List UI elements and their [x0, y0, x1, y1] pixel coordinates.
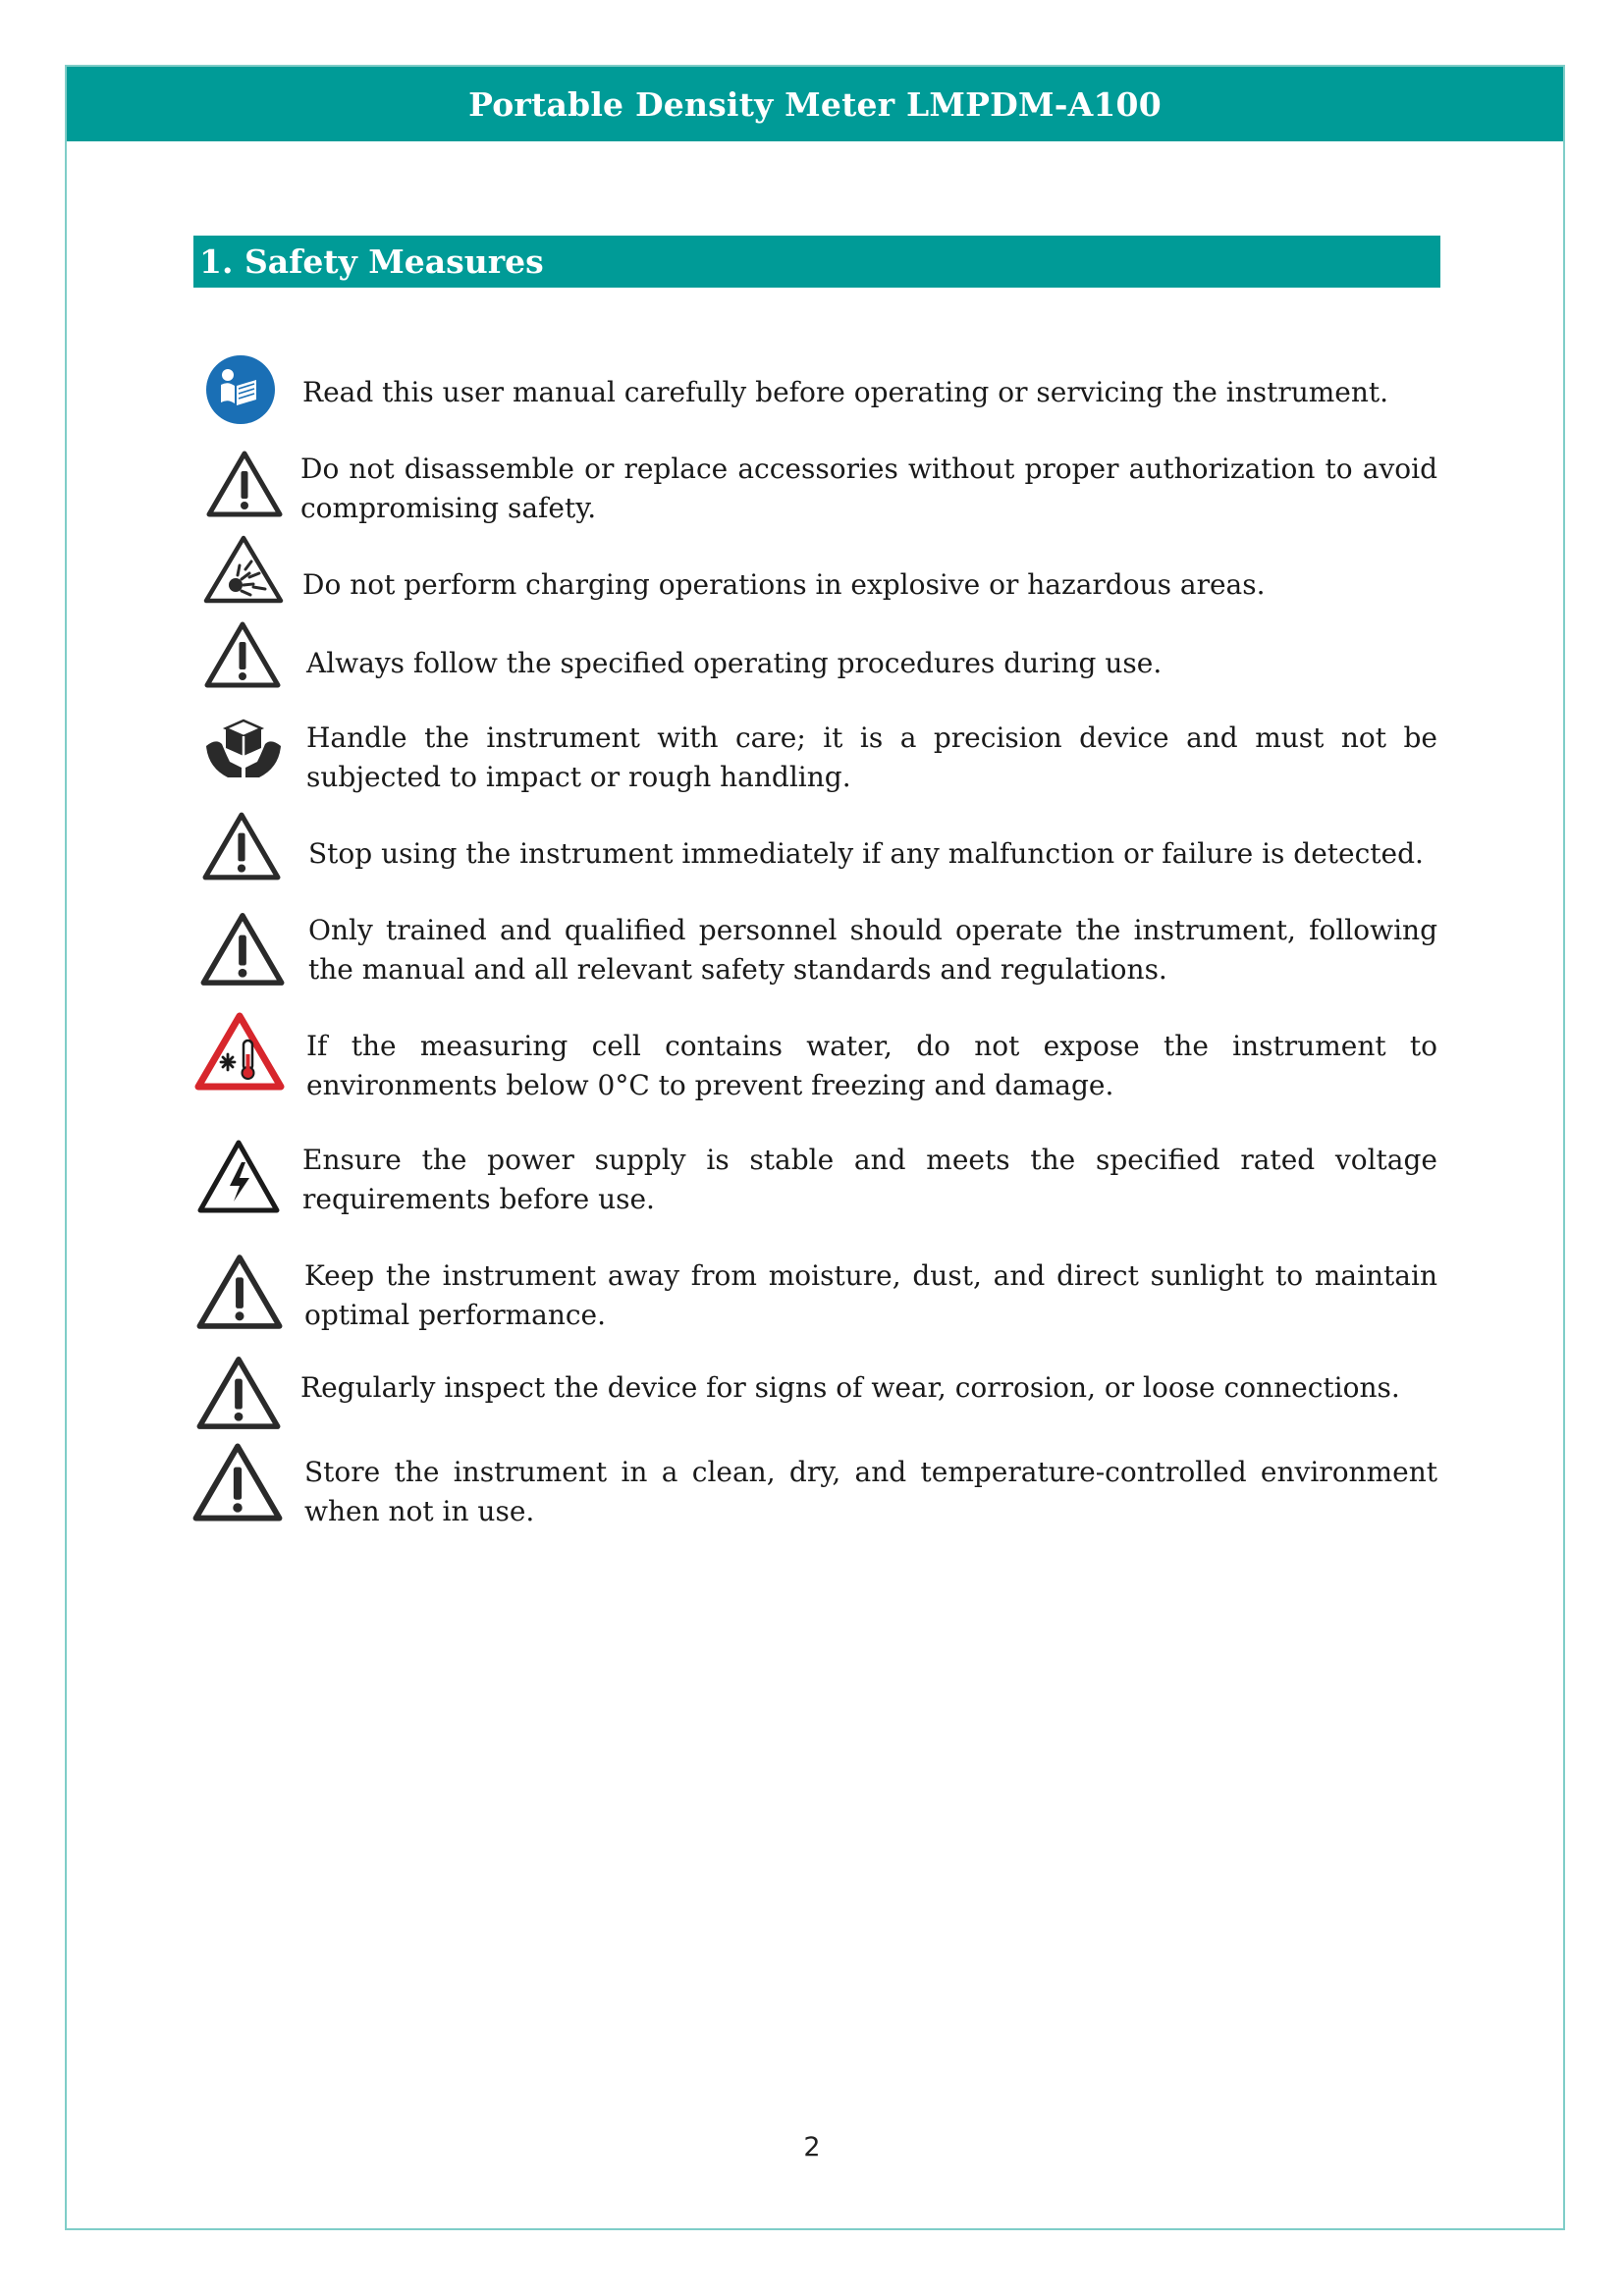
warning-icon — [204, 620, 281, 689]
warning-icon — [200, 911, 285, 988]
section-heading-bar — [193, 236, 1440, 288]
safety-item-text: Handle the instrument with care; it is a precision device and must not be subjected to impact or rough handling. — [306, 721, 1437, 793]
explosive-hazard-icon — [202, 534, 285, 605]
warning-icon — [196, 1253, 283, 1331]
read-manual-icon — [204, 353, 277, 426]
low-temperature-icon — [194, 1011, 285, 1092]
safety-item-text: Do not perform charging operations in explosive or hazardous areas. — [302, 568, 1266, 601]
handle-with-care-icon — [202, 717, 285, 789]
safety-item-text: If the measuring cell contains water, do not expose the instrument to environments below 0°C to prevent freezing and damage. — [306, 1030, 1437, 1101]
safety-item-text: Regularly inspect the device for signs of wear, corrosion, or loose connections. — [300, 1371, 1400, 1404]
electrical-hazard-icon — [196, 1139, 281, 1215]
document-title: Portable Density Meter LMPDM-A100 — [468, 84, 1162, 124]
safety-item-text: Stop using the instrument immediately if any malfunction or failure is detected. — [308, 837, 1424, 870]
section-title: 1. Safety Measures — [199, 242, 544, 281]
safety-item-text: Always follow the specified operating procedures during use. — [306, 647, 1163, 679]
safety-item-text: Ensure the power supply is stable and meets the specified rated voltage requirements before use. — [302, 1144, 1437, 1215]
safety-item-text: Read this user manual carefully before operating or servicing the instrument. — [302, 376, 1389, 408]
warning-icon — [196, 1355, 281, 1431]
warning-icon — [202, 811, 281, 881]
warning-icon — [192, 1441, 283, 1523]
header-bar — [67, 67, 1563, 141]
safety-item-text: Store the instrument in a clean, dry, and temperature-controlled environment when not in use. — [304, 1456, 1437, 1527]
safety-item-text: Keep the instrument away from moisture, dust, and direct sunlight to maintain optimal performance. — [304, 1259, 1437, 1331]
safety-item-text: Only trained and qualified personnel should operate the instrument, following the manual and all relevant safety standards and regulations. — [308, 914, 1437, 986]
warning-icon — [206, 450, 283, 518]
page-number: 2 — [803, 2132, 821, 2163]
safety-item-text: Do not disassemble or replace accessories without proper authorization to avoid compromising safety. — [300, 453, 1437, 524]
